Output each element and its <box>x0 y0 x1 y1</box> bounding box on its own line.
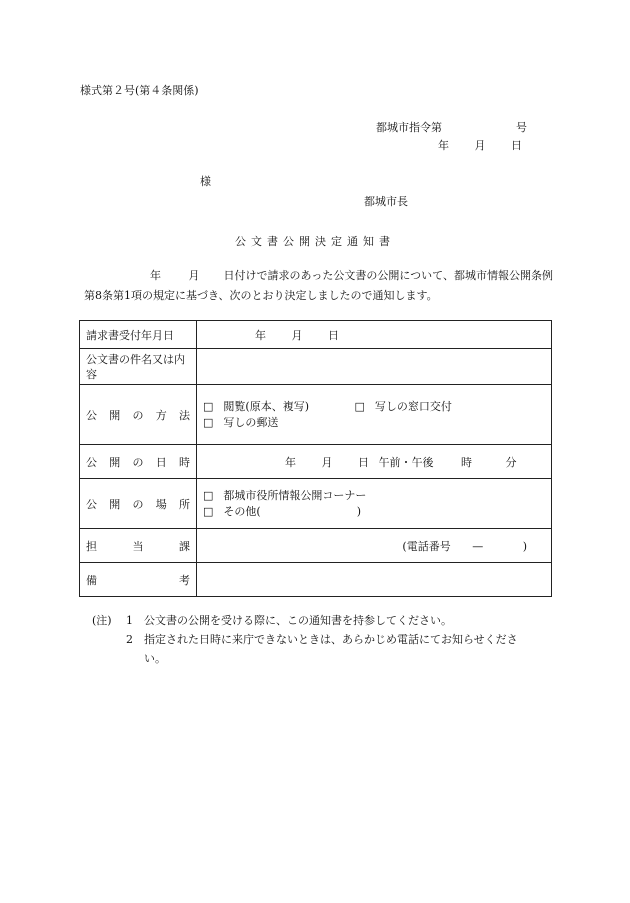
method-option-view[interactable]: □ 閲覧(原本、複写) <box>203 399 309 413</box>
table-row <box>80 479 552 529</box>
directive-number <box>376 119 527 135</box>
dt-ampm: 午前・午後 <box>378 455 434 469</box>
note-text: 公文書の公開を受ける際に、この通知書を持参してください。 <box>144 614 452 627</box>
body-paragraph <box>84 266 554 306</box>
sender-name: 都城市長 <box>364 195 408 208</box>
body-text: 日付けで請求のあった公文書の公開について、都城市情報公開条例第8条第1項の規定に基づき、次のとおり決定しましたので通知します。 <box>84 269 553 302</box>
notice-table <box>79 320 552 597</box>
form-number: 様式第２号(第４条関係) <box>80 84 199 97</box>
place-label: 公開の場所 <box>80 479 197 529</box>
method-options <box>197 385 552 445</box>
subject-value <box>197 349 552 385</box>
received-date-value <box>197 321 552 349</box>
subject-label: 公文書の件名又は内容 <box>80 349 197 385</box>
issue-month: 月 <box>474 139 486 152</box>
remarks-value <box>197 563 552 597</box>
checkbox-icon: □ <box>203 488 214 502</box>
checkbox-icon: □ <box>203 504 214 518</box>
directive-prefix: 都城市指令第 <box>376 121 442 134</box>
body-year: 年 <box>150 269 161 282</box>
note-number: 1 <box>126 614 133 627</box>
dt-year: 年 <box>285 455 296 469</box>
received-date-label: 請求書受付年月日 <box>80 321 197 349</box>
checkbox-icon: □ <box>354 399 365 413</box>
table-row <box>80 563 552 597</box>
received-day: 日 <box>328 328 339 342</box>
table-row <box>80 445 552 479</box>
dt-minute: 分 <box>505 455 517 469</box>
dt-hour: 時 <box>461 455 472 469</box>
recipient-honorific: 様 <box>200 175 211 188</box>
method-option-mail[interactable]: □ 写しの郵送 <box>203 415 279 429</box>
checkbox-icon: □ <box>203 399 214 413</box>
document-title: 公文書公開決定通知書 <box>235 235 395 248</box>
issue-date <box>438 137 522 153</box>
issue-year: 年 <box>438 139 449 152</box>
staff-label: 担当課 <box>80 529 197 563</box>
method-option-counter[interactable]: □ 写しの窓口交付 <box>354 399 452 413</box>
notes <box>92 611 534 668</box>
datetime-value <box>197 445 552 479</box>
note-number: 2 <box>126 633 133 646</box>
phone-prefix: (電話番号 <box>402 539 451 553</box>
table-row <box>80 385 552 445</box>
datetime-label: 公開の日時 <box>80 445 197 479</box>
dt-month: 月 <box>321 455 333 469</box>
received-year: 年 <box>255 328 266 342</box>
checkbox-icon: □ <box>203 415 214 429</box>
note-text: 指定された日時に来庁できないときは、あらかじめ電話にてお知らせください。 <box>144 633 518 665</box>
phone-suffix: ) <box>522 539 527 553</box>
method-label: 公開の方法 <box>80 385 197 445</box>
remarks-label: 備考 <box>80 563 197 597</box>
table-row <box>80 321 552 349</box>
notes-mark: (注) <box>92 614 112 627</box>
place-option-corner[interactable]: □ 都城市役所情報公開コーナー <box>203 488 367 502</box>
place-options <box>197 479 552 529</box>
issue-day: 日 <box>511 139 522 152</box>
place-option-other[interactable]: □ その他( ) <box>203 504 361 518</box>
staff-value <box>197 529 552 563</box>
received-month: 月 <box>291 328 303 342</box>
phone-dash: — <box>472 539 484 553</box>
body-month: 月 <box>188 269 200 282</box>
table-row <box>80 529 552 563</box>
directive-suffix: 号 <box>516 121 527 134</box>
table-row <box>80 349 552 385</box>
dt-day: 日 <box>358 455 369 469</box>
